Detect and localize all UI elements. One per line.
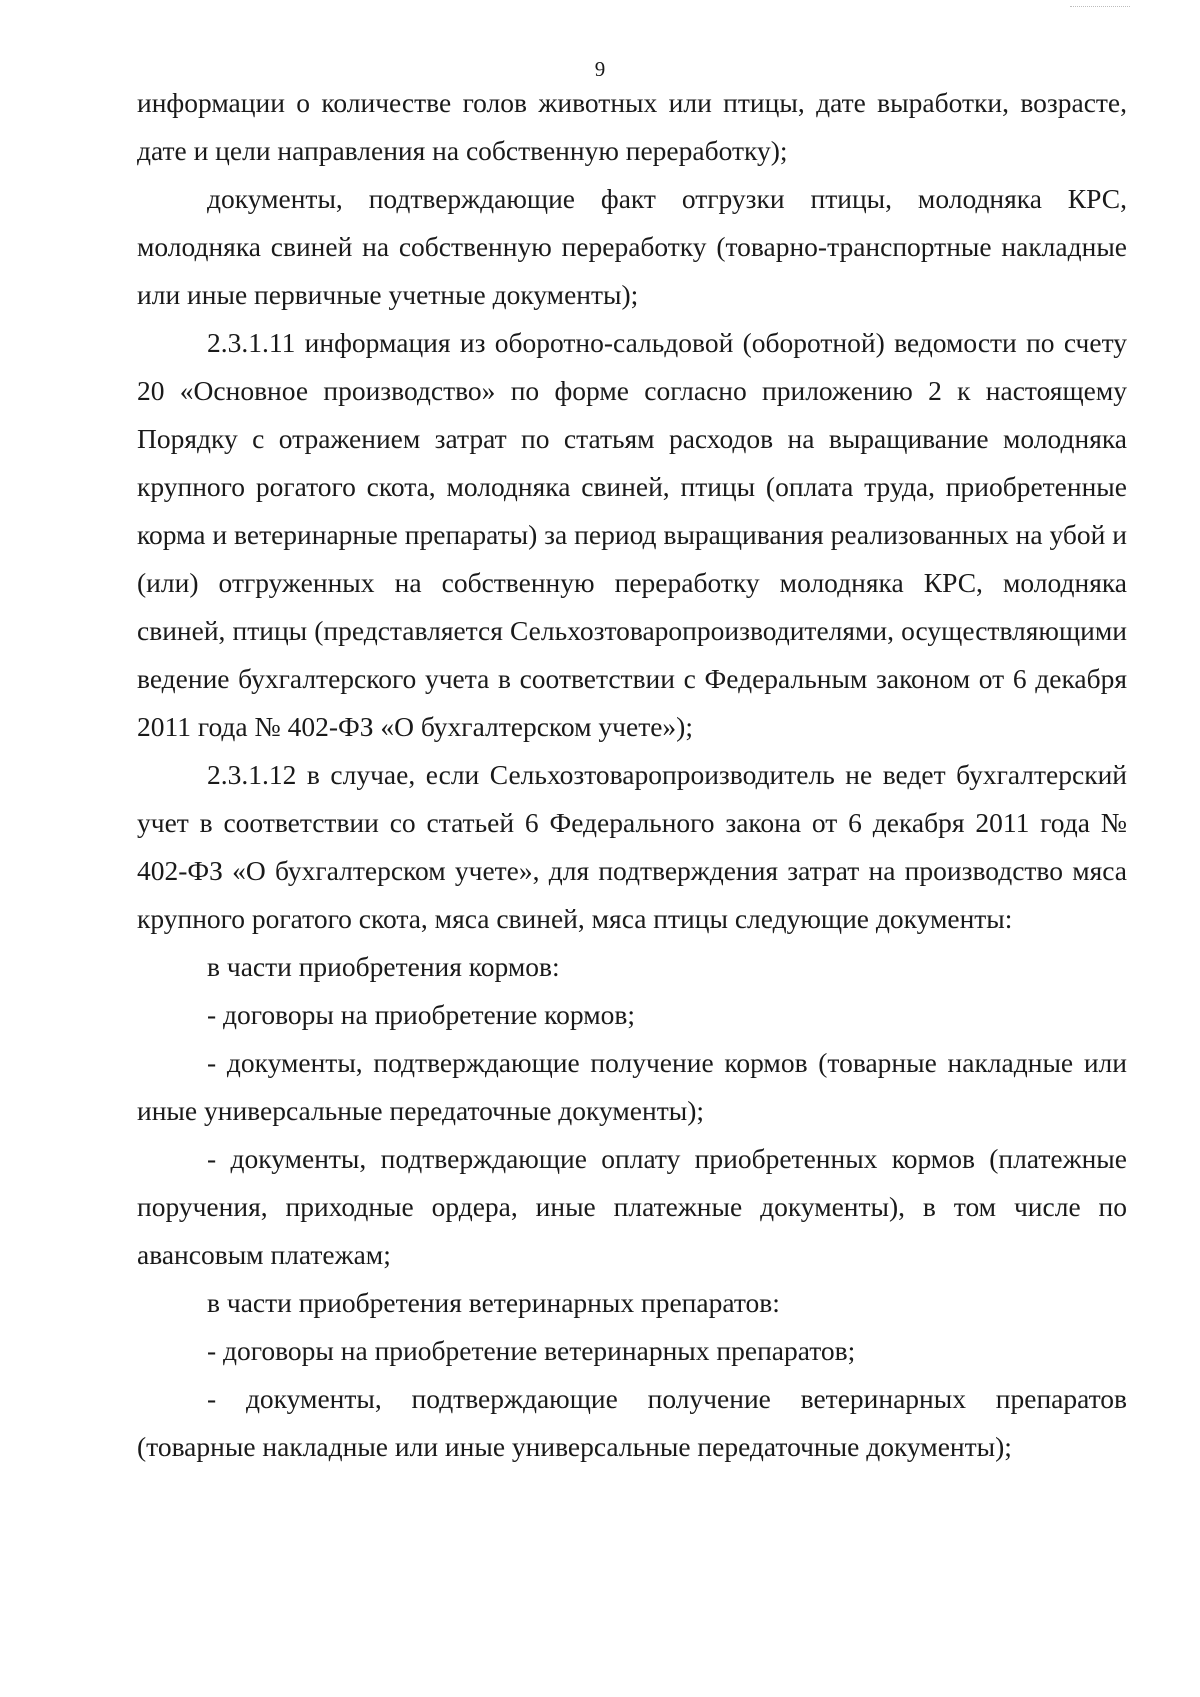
- page-number: 9: [594, 57, 606, 81]
- list-item-feed-contracts: - договоры на приобретение кормов;: [207, 999, 636, 1030]
- list-item-feed-receipt-documents: - документы, подтверждающие получение кормов (товарные накладные или иные универсальные передаточные документы);: [137, 1047, 1127, 1126]
- paragraph-2-3-1-12: 2.3.1.12 в случае, если Сельхозтоваропроизводитель не ведет бухгалтерский учет в соответствии со статьей 6 Федерального закона от 6 декабря 2011 года № 402-ФЗ «О бухгалтерском учете», для подтверждения затрат на производство мяса крупного рогатого скота, мяса свиней, мяса птицы следующие документы:: [137, 759, 1127, 934]
- list-item-veterinary-receipt-documents: - документы, подтверждающие получение ветеринарных препаратов (товарные накладные или иные универсальные передаточные документы);: [137, 1383, 1127, 1462]
- list-item-veterinary-contracts: - договоры на приобретение ветеринарных препаратов;: [207, 1335, 856, 1366]
- paragraph-continuation: информации о количестве голов животных или птицы, дате выработки, возрасте, дате и цели направления на собственную переработку);: [137, 87, 1127, 166]
- paragraph-feed-heading: в части приобретения кормов:: [207, 951, 560, 982]
- paragraph-veterinary-heading: в части приобретения ветеринарных препаратов:: [207, 1287, 780, 1318]
- list-item-feed-payment-documents: - документы, подтверждающие оплату приобретенных кормов (платежные поручения, приходные ордера, иные платежные документы), в том числе по авансовым платежам;: [137, 1143, 1127, 1270]
- scan-edge-mark: [1070, 0, 1130, 7]
- paragraph-shipment-documents: документы, подтверждающие факт отгрузки птицы, молодняка КРС, молодняка свиней на собственную переработку (товарно-транспортные накладные или иные первичные учетные документы);: [137, 183, 1127, 310]
- document-body: [137, 79, 1127, 1471]
- paragraph-2-3-1-11: 2.3.1.11 информация из оборотно-сальдовой (оборотной) ведомости по счету 20 «Основное производство» по форме согласно приложению 2 к настоящему Порядку с отражением затрат по статьям расходов на выращивание молодняка крупного рогатого скота, молодняка свиней, птицы (оплата труда, приобретенные корма и ветеринарные препараты) за период выращивания реализованных на убой и (или) отгруженных на собственную переработку молодняка КРС, молодняка свиней, птицы (представляется Сельхозтоваропроизводителями, осуществляющими ведение бухгалтерского учета в соответствии с Федеральным законом от 6 декабря 2011 года № 402-ФЗ «О бухгалтерском учете»);: [137, 327, 1127, 742]
